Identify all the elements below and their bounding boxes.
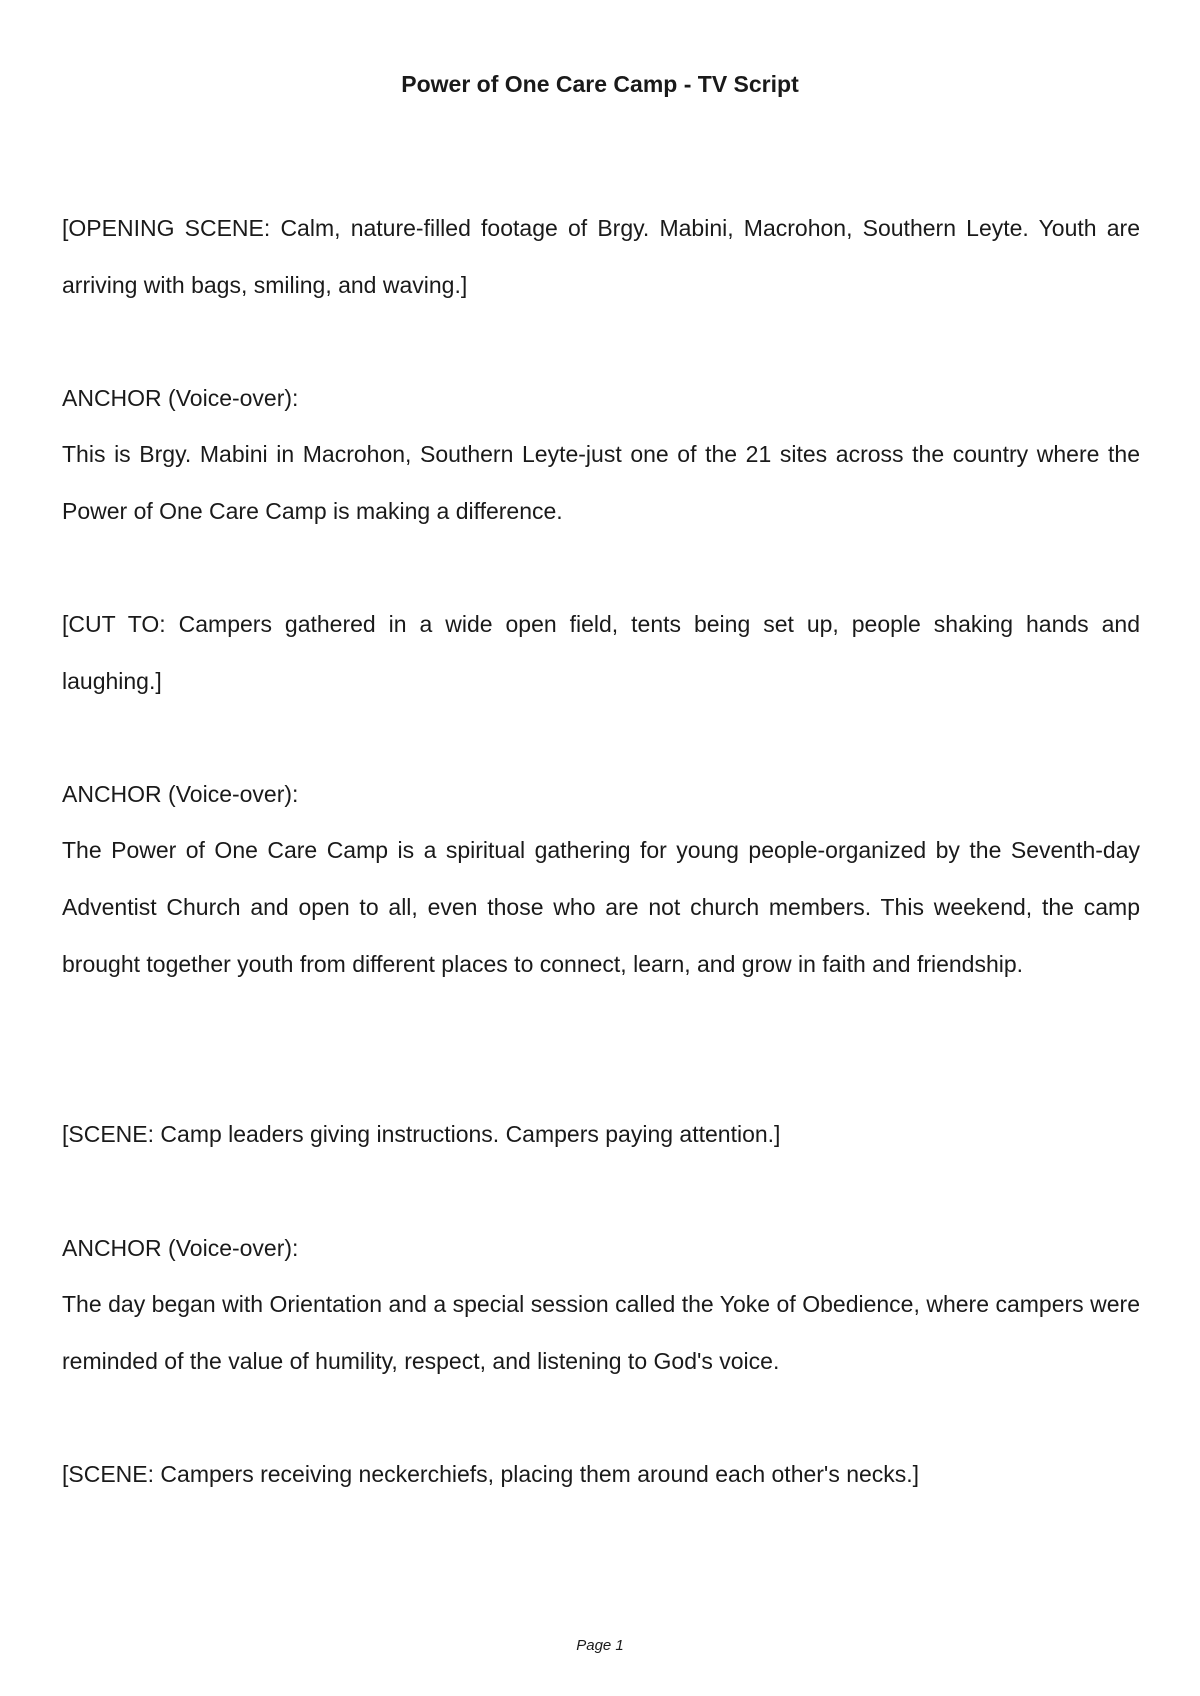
- anchor-line: This is Brgy. Mabini in Macrohon, Southern Leyte-just one of the 21 sites across the country where the Power of One Care Camp is making a difference.: [62, 441, 1140, 524]
- anchor-label: ANCHOR (Voice-over):: [62, 781, 299, 807]
- page-number: Page 1: [576, 1637, 624, 1654]
- anchor-label: ANCHOR (Voice-over):: [62, 385, 299, 411]
- anchor-line: The Power of One Care Camp is a spiritual gathering for young people-organized by the Seventh-day Adventist Church and open to all, even those who are not church members. This weekend, the camp brought together youth from different places to connect, learn, and grow in faith and friendship.: [62, 837, 1140, 977]
- anchor-line: The day began with Orientation and a special session called the Yoke of Obedience, where campers were reminded of the value of humility, respect, and listening to God's voice.: [62, 1291, 1140, 1374]
- anchor-label: ANCHOR (Voice-over):: [62, 1235, 299, 1261]
- opening-scene-direction: [OPENING SCENE: Calm, nature-filled footage of Brgy. Mabini, Macrohon, Southern Leyte. Youth are arriving with bags, smiling, and waving.]: [62, 215, 1140, 298]
- document-title: Power of One Care Camp - TV Script: [401, 71, 799, 97]
- cut-to-direction: [CUT TO: Campers gathered in a wide open field, tents being set up, people shaking hands and laughing.]: [62, 611, 1140, 694]
- scene-direction: [SCENE: Campers receiving neckerchiefs, placing them around each other's necks.]: [62, 1461, 920, 1487]
- scene-direction: [SCENE: Camp leaders giving instructions. Campers paying attention.]: [62, 1121, 781, 1147]
